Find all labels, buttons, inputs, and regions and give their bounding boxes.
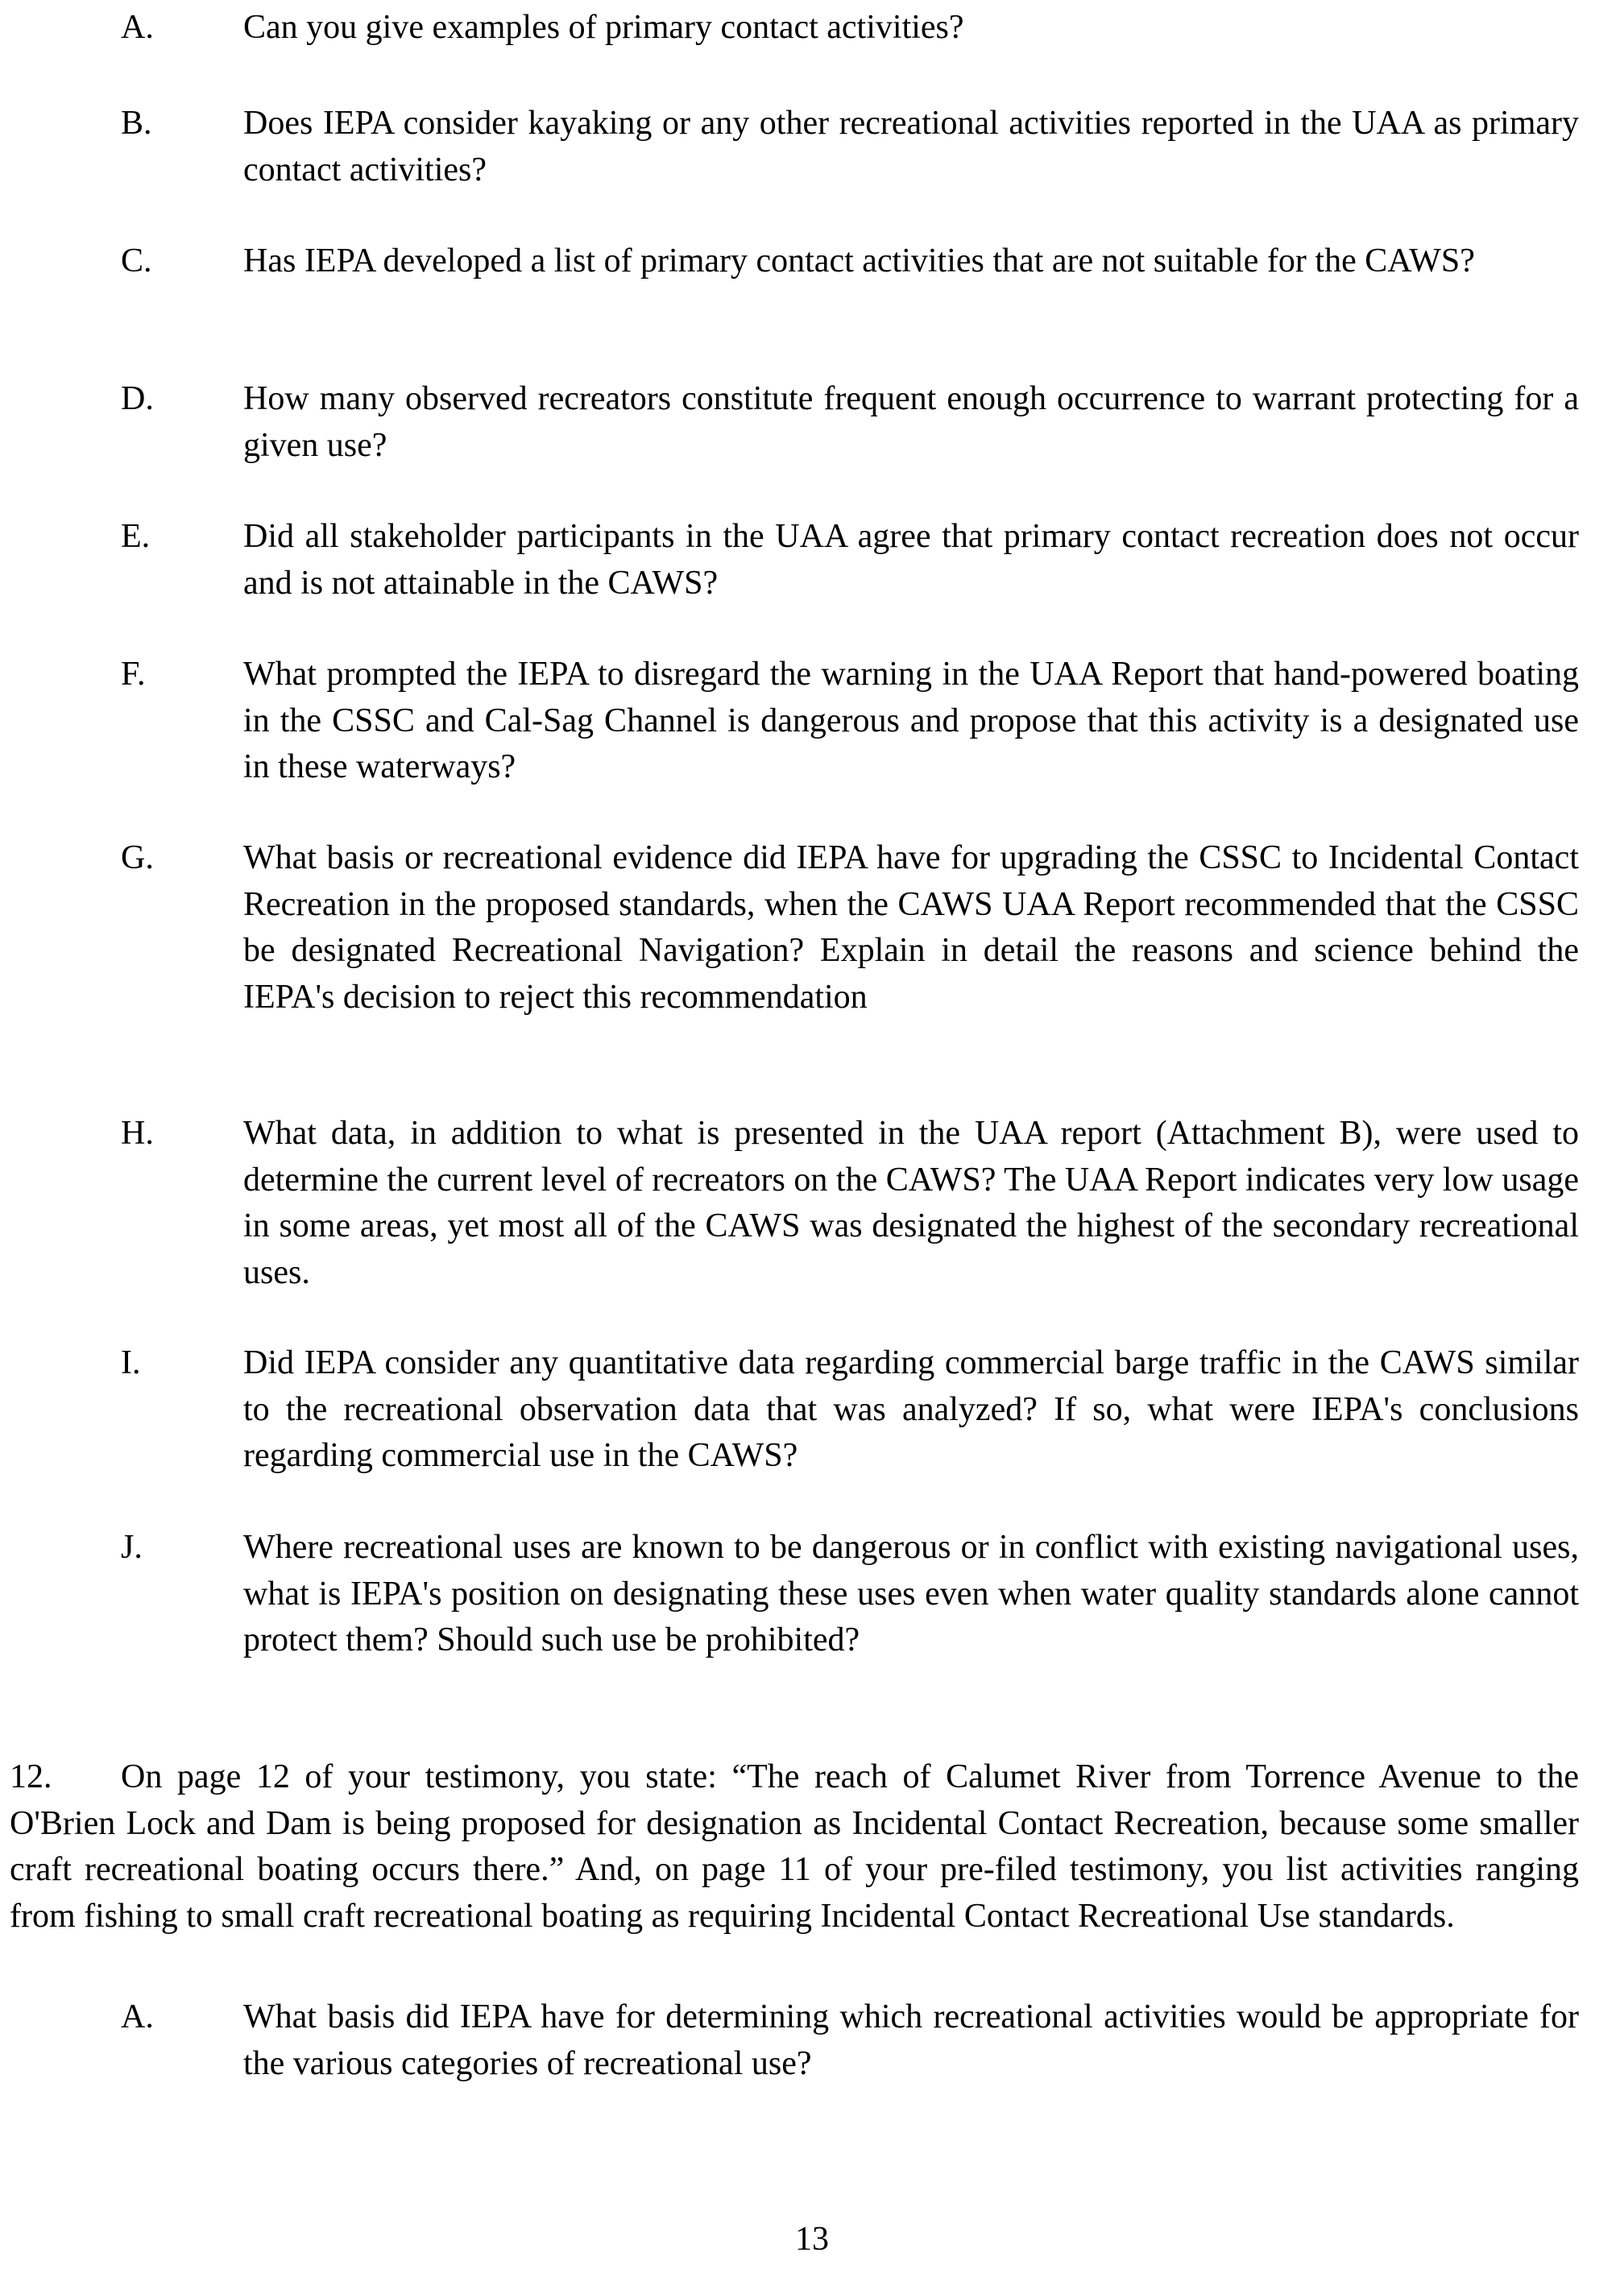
- question-letter: F.: [121, 656, 146, 693]
- question-11d: [121, 376, 1579, 469]
- question-letter: B.: [121, 105, 152, 142]
- question-11e: [121, 514, 1579, 607]
- question-11b: [121, 101, 1579, 193]
- question-letter: H.: [121, 1115, 154, 1152]
- question-12a: [121, 1994, 1579, 2087]
- question-letter: I.: [121, 1344, 141, 1381]
- question-letter: A.: [121, 9, 154, 46]
- question-11c: [121, 238, 1579, 285]
- question-text: Where recreational uses are known to be dangerous or in conflict with existing navigational uses, what is IEPA's position on designating these uses even when water quality standards alone cannot protect them? Should such use be prohibited?: [243, 1529, 1579, 1658]
- question-text: Did IEPA consider any quantitative data regarding commercial barge traffic in the CAWS similar to the recreational observation data that was analyzed? If so, what were IEPA's conclusions regarding commercial use in the CAWS?: [243, 1344, 1579, 1474]
- question-text: Did all stakeholder participants in the UAA agree that primary contact recreation does not occur and is not attainable in the CAWS?: [243, 518, 1579, 602]
- paragraph-number: 12.: [10, 1758, 52, 1795]
- paragraph-text: On page 12 of your testimony, you state: “The reach of Calumet River from Torrence Avenue to the O'Brien Lock and Dam is being proposed for designation as Incidental Contact Recreation, because some smaller craft recreational boating occurs there.” And, on page 11 of your pre-filed testimony, you list activities ranging from fishing to small craft recreational boating as requiring Incidental Contact Recreational Use standards.: [10, 1758, 1579, 1935]
- question-11i: [121, 1340, 1579, 1480]
- question-letter: A.: [121, 1998, 154, 2035]
- question-letter: D.: [121, 380, 154, 417]
- question-letter: J.: [121, 1529, 143, 1566]
- question-text: What basis or recreational evidence did IEPA have for upgrading the CSSC to Incidental Contact Recreation in the proposed standards, when the CAWS UAA Report recommended that the CSSC be designated Recreational Navigation? Explain in detail the reasons and science behind the IEPA's decision to reject this recommendation: [243, 839, 1579, 1016]
- question-letter: G.: [121, 839, 154, 876]
- question-text: Can you give examples of primary contact activities?: [243, 9, 964, 46]
- question-letter: C.: [121, 242, 152, 280]
- page-number: 13: [795, 2221, 829, 2258]
- question-11f: [121, 652, 1579, 791]
- question-text: Has IEPA developed a list of primary contact activities that are not suitable for the CAWS?: [243, 242, 1475, 280]
- question-11h: [121, 1111, 1579, 1296]
- question-11a: [121, 5, 1579, 52]
- question-letter: E.: [121, 518, 151, 555]
- question-text: How many observed recreators constitute frequent enough occurrence to warrant protecting for a given use?: [243, 380, 1579, 464]
- question-text: What data, in addition to what is presented in the UAA report (Attachment B), were used to determine the current level of recreators on the CAWS? The UAA Report indicates very low usage in some areas, yet most all of the CAWS was designated the highest of the secondary recreational uses.: [243, 1115, 1579, 1291]
- question-text: Does IEPA consider kayaking or any other recreational activities reported in the UAA as primary contact activities?: [243, 105, 1579, 188]
- question-text: What basis did IEPA have for determining which recreational activities would be appropriate for the various categories of recreational use?: [243, 1998, 1579, 2082]
- question-11g: [121, 835, 1579, 1021]
- question-text: What prompted the IEPA to disregard the warning in the UAA Report that hand-powered boating in the CSSC and Cal-Sag Channel is dangerous and propose that this activity is a designated use in these waterways?: [243, 656, 1579, 785]
- paragraph-12: [10, 1754, 1579, 1940]
- question-11j: [121, 1525, 1579, 1664]
